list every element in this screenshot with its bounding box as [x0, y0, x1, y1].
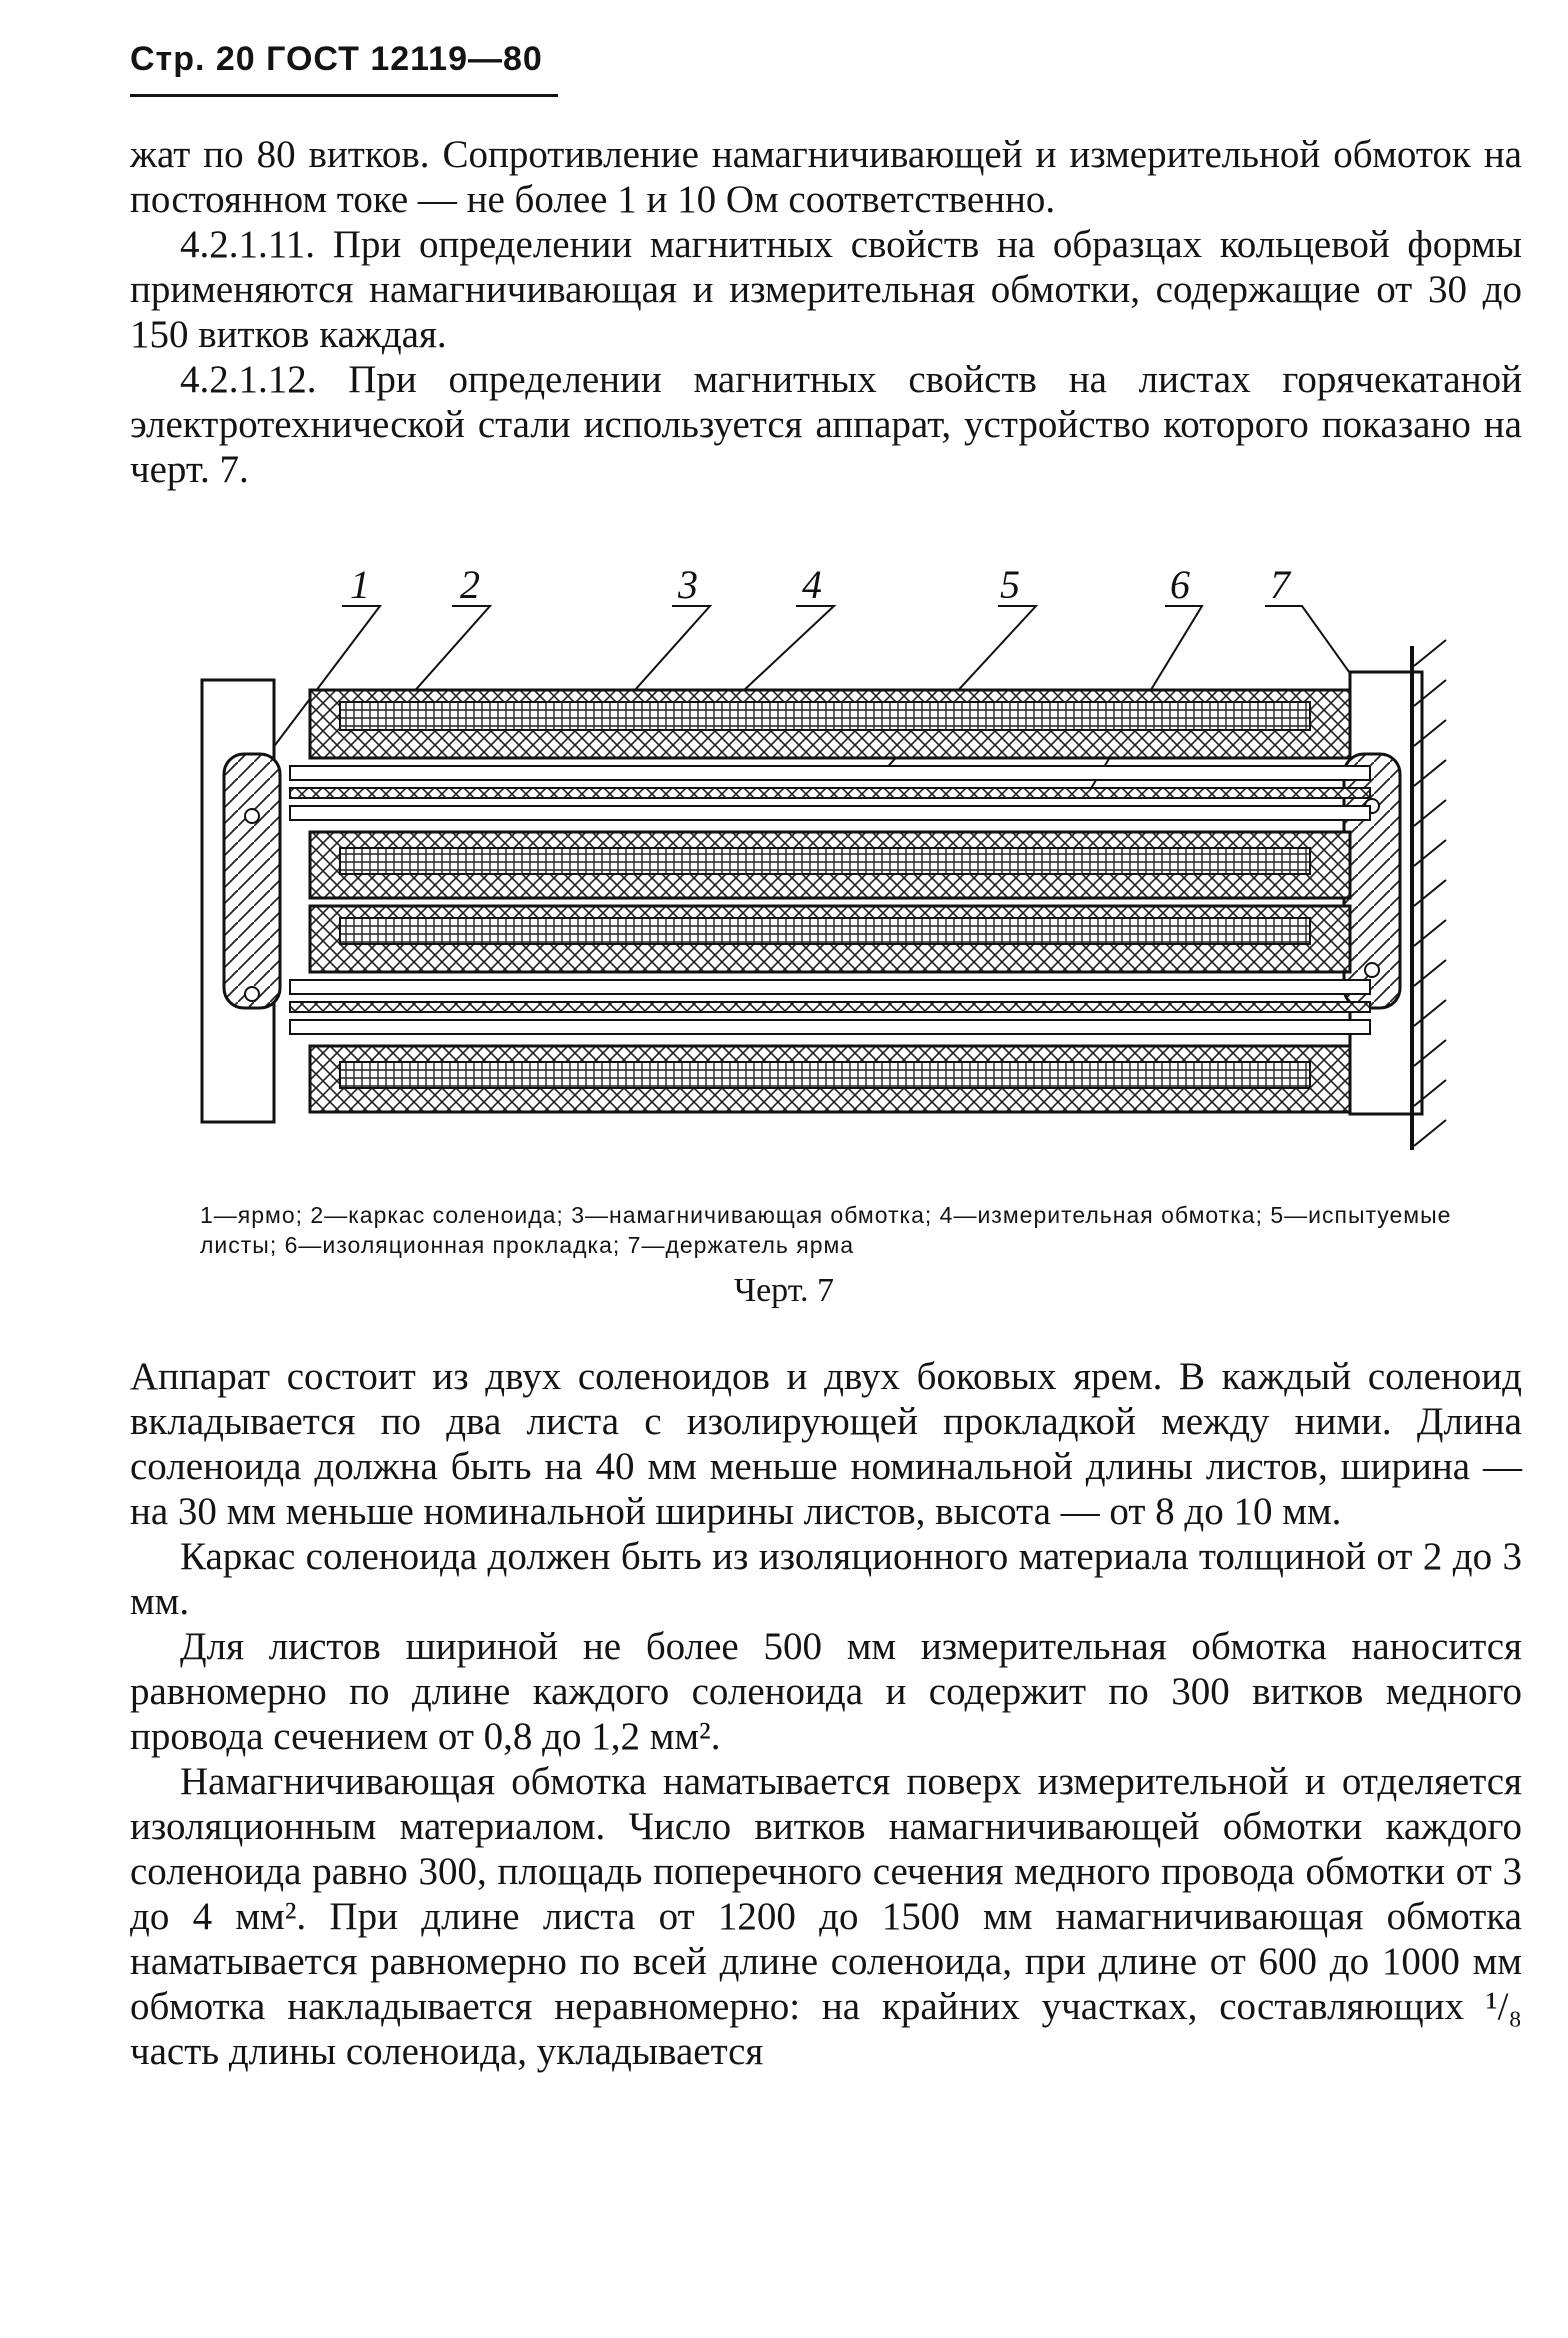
label-4: 4 — [802, 570, 822, 607]
page-header: Стр. 20 ГОСТ 12119—80 — [130, 40, 543, 78]
label-7: 7 — [1270, 570, 1290, 607]
label-1: 1 — [350, 570, 370, 607]
figure-caption: 1—ярмо; 2—каркас соленоида; 3—намагничивающая обмотка; 4—измерительная обмотка; 5—испытуемые листы; 6—изоляционная прокладка; 7—держатель ярма — [200, 1202, 1452, 1258]
paragraph-magnetizing-winding: Намагничивающая обмотка наматывается поверх измерительной и отделяется изоляционным материалом. Число витков намагничивающей обмотки каждого соленоида равно 300, площадь поперечного сечения медного провода обмотки от 3 до 4 мм². При длине листа от 1200 до 1500 мм намагничивающая обмотка наматывается равномерно по всей длине соленоида, при длине от 600 до 1000 мм обмотка накладывается неравномерно: на крайних участках, составляющих ¹/₈ часть длины соленоида, укладывается — [130, 1760, 1522, 2073]
paragraph-4-2-1-11: 4.2.1.11. При определении магнитных свойств на образцах кольцевой формы применяются намагничивающая и измерительная обмотки, содержащие от 30 до 150 витков каждая. — [130, 223, 1522, 356]
figure-apparatus — [190, 570, 1460, 1170]
text-bottom — [130, 1354, 1522, 2074]
paragraph-frame: Каркас соленоида должен быть из изоляционного материала толщиной от 2 до 3 мм. — [130, 1535, 1522, 1623]
paragraph-measuring-winding: Для листов шириной не более 500 мм измерительная обмотка наносится равномерно по длине каждого соленоида и содержит по 300 витков медного провода сечением от 0,8 до 1,2 мм². — [130, 1625, 1522, 1758]
label-2: 2 — [460, 570, 480, 607]
label-5: 5 — [1000, 570, 1020, 607]
figure-title: Черт. 7 — [733, 1272, 835, 1309]
apparatus-drawing — [190, 570, 1460, 1170]
paragraph-4-2-1-12: 4.2.1.12. При определении магнитных свойств на листах горячекатаной электротехнической стали используется аппарат, устройство которого показано на черт. 7. — [130, 358, 1522, 491]
paragraph-1: жат по 80 витков. Сопротивление намагничивающей и измерительной обмоток на постоянном токе — не более 1 и 10 Ом соответственно. — [130, 133, 1522, 221]
label-3: 3 — [678, 570, 698, 607]
text-top — [130, 132, 1522, 492]
header-rule — [130, 94, 558, 97]
label-6: 6 — [1170, 570, 1190, 607]
paragraph-apparatus: Аппарат состоит из двух соленоидов и двух боковых ярем. В каждый соленоид вкладывается по два листа с изолирующей прокладкой между ними. Длина соленоида должна быть на 40 мм меньше номинальной длины листов, ширина — на 30 мм меньше номинальной ширины листов, высота — от 8 до 10 мм. — [130, 1355, 1522, 1533]
